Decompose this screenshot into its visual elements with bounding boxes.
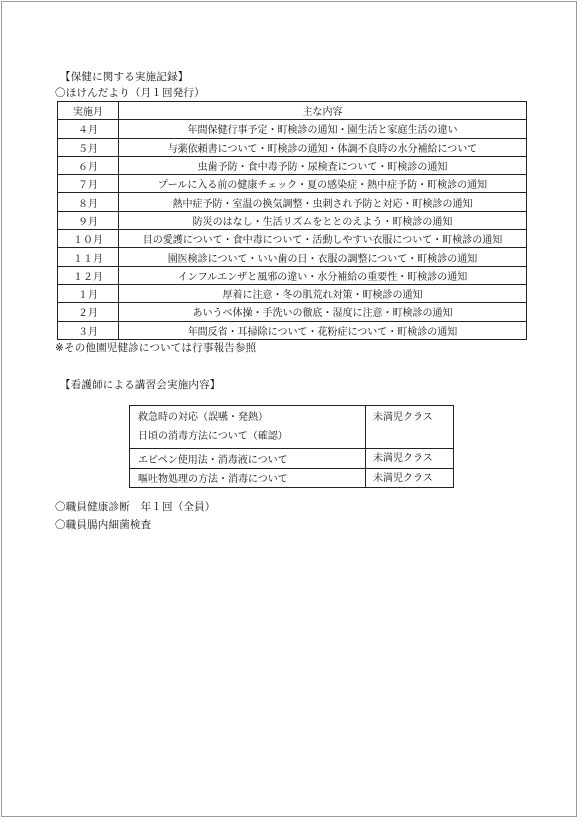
month-cell: ３月 [58, 321, 119, 339]
table-row [58, 303, 527, 321]
month-cell: ２月 [58, 303, 119, 321]
table-row [58, 248, 527, 266]
lecture-row [130, 468, 454, 488]
health-record-heading: 【保健に関する実施記録】 [60, 71, 189, 83]
month-cell: ７月 [58, 175, 119, 193]
lecture-topic-line: 嘔吐物処理の方法・消毒について [138, 474, 288, 486]
month-cell: ８月 [58, 193, 119, 211]
lecture-topic-line: 日頃の消毒方法について（確認） [138, 431, 288, 442]
table-row [58, 230, 527, 248]
lecture-heading: 【看護師による講習会実施内容】 [60, 379, 221, 391]
lecture-table [129, 405, 454, 488]
lecture-target-cell: 未満児クラス [366, 406, 454, 449]
table-row [58, 138, 527, 156]
content-cell: 年間反省・耳掃除について・花粉症について・町検診の通知 [119, 321, 527, 339]
month-cell: １１月 [58, 248, 119, 266]
header-month: 実施月 [58, 102, 119, 120]
content-cell: あいうべ体操・手洗いの徹底・湿度に注意・町検診の通知 [119, 303, 527, 321]
content-cell: 熱中症予防・室温の換気調整・虫刺され予防と対応・町検診の通知 [119, 193, 527, 211]
lecture-topic-cell [130, 468, 366, 488]
table-row [58, 284, 527, 302]
table-row [58, 193, 527, 211]
month-cell: １２月 [58, 266, 119, 284]
content-cell: プールに入る前の健康チェック・夏の感染症・熱中症予防・町検診の通知 [119, 175, 527, 193]
content-cell: 年間保健行事予定・町検診の通知・園生活と家庭生活の違い [119, 120, 527, 138]
month-cell: １月 [58, 284, 119, 302]
lecture-topic-cell [130, 406, 366, 449]
table-row [58, 266, 527, 284]
month-cell: ４月 [58, 120, 119, 138]
content-cell: 厚着に注意・冬の肌荒れ対策・町検診の通知 [119, 284, 527, 302]
content-cell: インフルエンザと風邪の違い・水分補給の重要性・町検診の通知 [119, 266, 527, 284]
lecture-topic-line: エピペン使用法・消毒液について [138, 454, 288, 466]
table-row [58, 321, 527, 339]
staff-intestinal-test: 〇職員腸内細菌検査 [55, 519, 152, 531]
lecture-row [130, 449, 454, 469]
content-cell: 目の愛護について・食中毒について・活動しやすい衣服について・町検診の通知 [119, 230, 527, 248]
newsletter-heading: 〇ほけんだより（月１回発行） [55, 87, 205, 99]
month-cell: ６月 [58, 156, 119, 174]
month-cell: １０月 [58, 230, 119, 248]
lecture-row [130, 406, 454, 449]
table-row [58, 175, 527, 193]
header-content: 主な内容 [119, 102, 527, 120]
table-row [58, 156, 527, 174]
lecture-target-cell: 未満児クラス [366, 468, 454, 488]
content-cell: 虫歯予防・食中毒予防・尿検査について・町検診の通知 [119, 156, 527, 174]
month-cell: ９月 [58, 211, 119, 229]
content-cell: 与薬依頼書について・町検診の通知・体調不良時の水分補給について [119, 138, 527, 156]
table-row [58, 120, 527, 138]
table-header-row [58, 102, 527, 120]
lecture-target-cell: 未満児クラス [366, 449, 454, 469]
month-cell: ５月 [58, 138, 119, 156]
checkup-note: ※その他園児健診については行事報告参照 [55, 342, 257, 354]
content-cell: 園医検診について・いい歯の日・衣服の調整について・町検診の通知 [119, 248, 527, 266]
lecture-topic-cell [130, 449, 366, 469]
table-row [58, 211, 527, 229]
staff-health-checkup: 〇職員健康診断 年１回（全員） [55, 501, 216, 513]
content-cell: 防災のはなし・生活リズムをととのえよう・町検診の通知 [119, 211, 527, 229]
lecture-topic-line: 救急時の対応（誤嚥・発熱） [138, 412, 268, 423]
newsletter-table [57, 101, 527, 340]
